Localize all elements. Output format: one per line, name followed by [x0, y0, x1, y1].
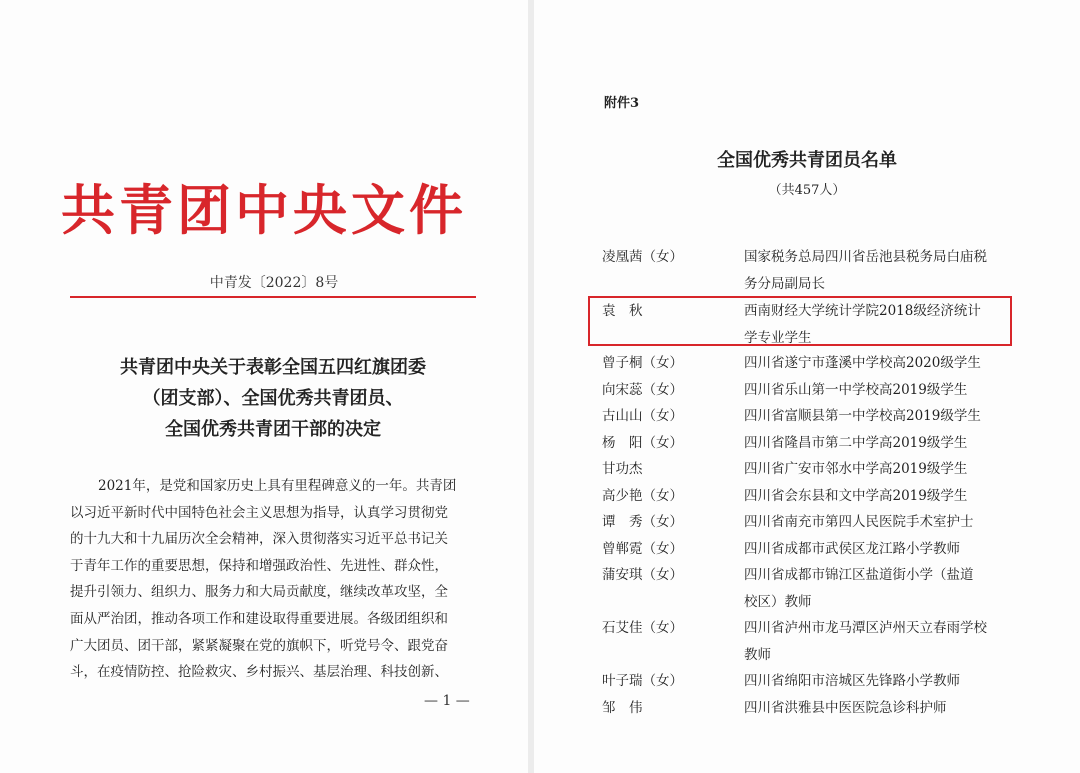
description-line: 四川省成都市武侯区龙江路小学教师: [744, 541, 960, 557]
list-title: 全国优秀共青团员名单: [717, 150, 897, 171]
honoree-description: [744, 536, 1014, 563]
description-line: 校区）教师: [744, 593, 812, 610]
honoree-description: [744, 695, 1014, 722]
document-number: 中青发〔2022〕8号: [209, 275, 339, 291]
honoree-list: [534, 0, 1080, 773]
honoree-name: 高少艳（女）: [602, 488, 683, 504]
attachment-label: 附件3: [604, 96, 640, 111]
honoree-description: [744, 350, 1014, 377]
body-line: 以习近平新时代中国特色社会主义思想为指导，认真学习贯彻党: [70, 504, 448, 521]
description-line: 四川省隆昌市第二中学高2019级学生: [744, 435, 968, 451]
honoree-name: 凌凰茜（女）: [602, 249, 683, 265]
honoree-name: 石艾佳（女）: [602, 620, 683, 636]
description-line: 四川省会东县和文中学高2019级学生: [744, 488, 968, 504]
honoree-name: 甘功杰: [602, 461, 643, 477]
honoree-name: 杨 阳（女）: [602, 435, 683, 451]
body-line: 面从严治团，推动各项工作和建设取得重要进展。各级团组织和: [70, 610, 448, 627]
body-text: [70, 473, 476, 686]
honoree-name: 叶子瑞（女）: [602, 673, 683, 689]
body-line: 斗，在疫情防控、抢险救灾、乡村振兴、基层治理、科技创新、: [70, 664, 448, 681]
honoree-name: 曾郸霓（女）: [602, 541, 683, 557]
title-line: （团支部）、全国优秀共青团员、: [142, 388, 404, 409]
honoree-name: 曾子桐（女）: [602, 355, 683, 371]
body-line: 于青年工作的重要思想，保持和增强政治性、先进性、群众性，: [70, 557, 448, 574]
honoree-name: 邹 伟: [602, 700, 643, 716]
description-line: 四川省泸州市龙马潭区泸州天立春雨学校: [744, 620, 987, 636]
description-line: 四川省成都市锦江区盐道街小学（盐道: [744, 567, 974, 583]
honoree-description: [744, 562, 1014, 615]
decision-title: [70, 352, 476, 445]
description-line: 国家税务总局四川省岳池县税务局白庙税: [744, 249, 987, 265]
description-line: 四川省南充市第四人民医院手术室护士: [744, 514, 974, 530]
description-line: 务分局副局长: [744, 275, 825, 292]
honoree-name: 蒲安琪（女）: [602, 567, 683, 583]
honoree-description: [744, 377, 1014, 404]
body-line: 广大团员、团干部，紧紧凝聚在党的旗帜下，听党号令、跟党奋: [70, 637, 448, 654]
honoree-name: 袁 秋: [602, 303, 643, 319]
highlight-box: [588, 296, 1012, 346]
body-line: 提升引领力、组织力、服务力和大局贡献度，继续改革攻坚，全: [70, 584, 448, 601]
document-header: 共青团中央文件: [61, 178, 467, 242]
honoree-description: [744, 509, 1014, 536]
honoree-description: [744, 456, 1014, 483]
body-line: 的十九大和十九届历次全会精神，深入贯彻落实习近平总书记关: [70, 531, 448, 548]
honoree-name: 谭 秀（女）: [602, 514, 683, 530]
left-page: [0, 0, 528, 773]
list-count: （共457人）: [768, 183, 846, 198]
honoree-description: [744, 430, 1014, 457]
honoree-description: [744, 244, 1014, 297]
description-line: 四川省遂宁市蓬溪中学校高2020级学生: [744, 355, 981, 371]
honoree-description: [744, 403, 1014, 430]
description-line: 四川省洪雅县中医医院急诊科护师: [744, 700, 947, 716]
body-line: 2021年，是党和国家历史上具有里程碑意义的一年。共青团: [98, 478, 457, 494]
honoree-description: [744, 668, 1014, 695]
description-line: 学专业学生: [744, 329, 812, 346]
description-line: 四川省绵阳市涪城区先锋路小学教师: [744, 673, 960, 689]
title-line: 共青团中央关于表彰全国五四红旗团委: [120, 357, 426, 378]
honoree-name: 古山山（女）: [602, 408, 683, 424]
honoree-description: [744, 483, 1014, 510]
red-divider-line: [70, 296, 476, 298]
honoree-description: [744, 615, 1014, 668]
right-page: [534, 0, 1080, 773]
description-line: 四川省富顺县第一中学校高2019级学生: [744, 408, 981, 424]
description-line: 四川省广安市邻水中学高2019级学生: [744, 461, 968, 477]
page-number: — 1 —: [424, 693, 470, 709]
honoree-name: 向宋蕊（女）: [602, 382, 683, 398]
description-line: 西南财经大学统计学院2018级经济统计: [744, 303, 981, 319]
description-line: 四川省乐山第一中学校高2019级学生: [744, 382, 968, 398]
title-line: 全国优秀共青团干部的决定: [165, 419, 381, 440]
description-line: 教师: [744, 646, 771, 663]
